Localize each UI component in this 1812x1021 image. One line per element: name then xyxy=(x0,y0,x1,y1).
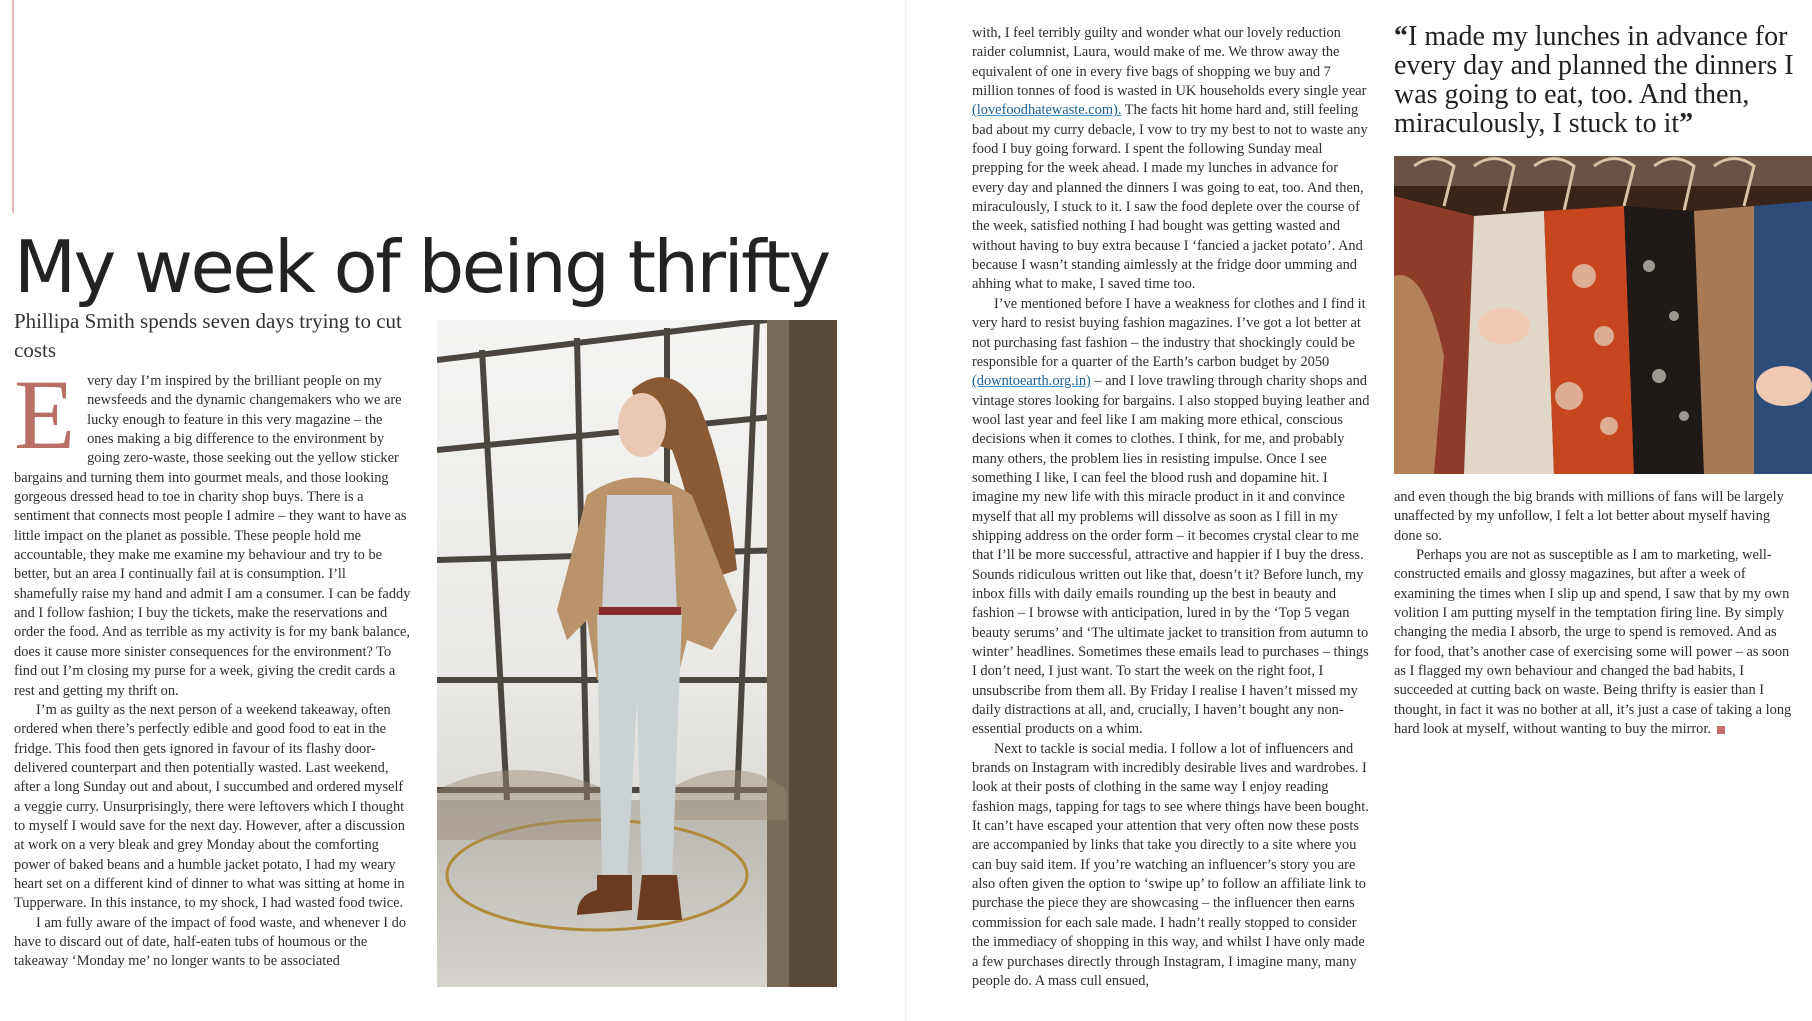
paragraph-text: I’ve mentioned before I have a weakness for clothes and I find it very hard to resist buying fashion magazines. I’ve got a lot better at not purchasing fast fashion – the industry that shockingly could be responsible for a quarter of the Earth’s carbon budget by 2050 xyxy=(972,295,1366,370)
paragraph: Next to tackle is social media. I follow a lot of influencers and brands on Instagram with incredibly desirable lives and wardrobes. I look at their posts of clothing in the same way I enjoy reading fashion mags, tapping for tags to see where things have been bought. It can’t have escaped your attention that very often now these posts are accompanied by links that take you directly to a site where you can buy said item. If you’re watching an influencer’s story you are also often given the option to ‘swipe up’ to follow an affiliate link to purchase the piece they are showcasing – the influencer then earns commission for each sale made. I hadn’t really stopped to consider the immediacy of shopping in this way, and whilst I have only made a few purchases directly through Instagram, I imagine many, many people do. A mass cull ensued, xyxy=(972,740,1369,989)
accent-rule xyxy=(12,0,14,213)
paragraph-text: – and I love trawling through charity shops and vintage stores looking for bargains. I also stopped buying leather and wool last year and feel like I am making more ethical, conscious decisions when it comes to clothes. I think, for me, and probably many others, the problem lies in resisting impulse. Once I see something I like, I can feel the blood rush and dopamine hit. I imagine my new life with this miracle product in it and convince myself that all my problems will dissolve as soon as I fill in my shipping address on the order form – it becomes crystal clear to me that I’ll be more successful, attractive and happier if I buy the dress. Sounds ridiculous written out like that, doesn’t it? Before lunch, my inbox fills with daily emails rounding up the best in beauty and fashion – I browse with anticipation, lured in by the ‘Top 5 vegan beauty serums’ and ‘The ultimate jacket to transition from autumn to winter’ headlines. Sometimes these emails lead to purchases – things I don’t need, I just want. To start the week on the right foot, I unsubscribe from them all. By Friday I realise I haven’t missed my daily distractions at all, and, crucially, I haven’t bought any non-essential products on a whim. xyxy=(972,373,1370,738)
open-quote-mark: “ xyxy=(1394,21,1408,52)
pull-quote-text: I made my lunches in advance for every day and planned the dinners I was going to eat, too. And then, miraculously, I stuck to it xyxy=(1394,21,1794,139)
page-gutter xyxy=(905,0,906,1021)
paragraph-text: The facts hit home hard and, still feeling bad about my curry debacle, I vow to try my best to not to waste any food I buy going forward. I spent the following Sunday meal prepping for the week ahead. I made my lunches in advance for every day and planned the dinners I was going to eat, too. And then, miraculously, I stuck to it. I saw the food deplete over the course of the week, satisfied nothing I had bought was getting wasted and without having to buy extra because I ‘fancied a jacket potato’. And because I wasn’t standing aimlessly at the fridge door umming and ahhing what to make, I saved time too. xyxy=(972,102,1368,293)
paragraph-text: very day I’m inspired by the brilliant people on my newsfeeds and the dynamic changemakers who we are lucky enough to feature in this very magazine – the ones making a big difference to the environment by going zero-waste, those seeking out the yellow sticker bargains and turning them into gourmet meals, and those looking gorgeous dressed head to toe in charity shop buys. There is a sentiment that connects most people I admire – they want to have as little impact on the planet as possible. These people hold me accountable, they make me examine my behaviour and try to be better, but an area I continually fail at is consumption. I’ll shamefully raise my hand and admit I am a consumer. I can be faddy and I follow fashion; I buy the tickets, make the reservations and order the food. And as terrible as my activity is for my bank balance, does it cause more sinister consequences for the environment? To find out I’m closing my purse for a week, giving the credit cards a rest and getting my thrift on. xyxy=(14,373,411,699)
clothes-rack-photo xyxy=(1394,156,1812,474)
paragraph: and even though the big brands with millions of fans will be largely unaffected by my unfollow, I felt a lot better about myself having done so. xyxy=(1394,489,1784,544)
woman-photo xyxy=(437,320,837,987)
body-column-3 xyxy=(1394,488,1794,739)
downtoearth-link[interactable]: (downtoearth.org.in) xyxy=(972,373,1091,390)
paragraph xyxy=(972,295,1372,740)
paragraph xyxy=(972,24,1372,295)
woman-photo-graphic xyxy=(437,320,837,987)
paragraph-text: with, I feel terribly guilty and wonder what our lovely reduction raider columnist, Laura, would make of me. We throw away the equivalent of one in every five bags of shopping we buy and 7 million tonnes of food is wasted in UK households every single year xyxy=(972,25,1367,100)
paragraph xyxy=(14,359,412,701)
drop-cap: E xyxy=(14,359,76,470)
body-column-2 xyxy=(972,24,1372,991)
paragraph-text: Perhaps you are not as susceptible as I am to marketing, well-constructed emails and glossy magazines, but after a week of examining the times when I slip up and spend, I saw that by my own volition I am putting myself in the temptation firing line. By simply changing the media I absorb, the urge to spend is removed. And as for food, that’s another case of exercising some will power – as soon as I flagged my own behaviour and changed the bad habits, I succeeded at cutting back on waste. Being thrifty is easier than I thought, in fact it was no bother at all, it’s just a case of taking a long hard look at myself, without wanting to buy the mirror. xyxy=(1394,547,1792,738)
end-mark-icon xyxy=(1717,726,1725,734)
paragraph xyxy=(1394,546,1794,739)
paragraph: I’m as guilty as the next person of a weekend takeaway, often ordered when there’s perfectly edible and good food to eat in the fridge. This food then gets ignored in favour of its flashy door-delivered counterpart and then potentially wasted. Last weekend, after a long Sunday out and about, I succumbed and ordered myself a veggie curry. Unsurprisingly, there were leftovers which I thought to myself I would save for the next day. However, after a discussion at work on a very bleak and grey Monday about the comforting power of baked beans and a humble jacket potato, I had my weary heart set on a different kind of dinner to what was sitting at home in Tupperware. In this instance, to my shock, I had wasted food twice. xyxy=(14,701,405,912)
pull-quote xyxy=(1394,22,1804,138)
close-quote-mark: ” xyxy=(1679,108,1694,139)
clothes-rack-graphic xyxy=(1394,156,1812,474)
standfirst: Phillipa Smith spends seven days trying to cut costs xyxy=(14,309,402,362)
headline: My week of being thrifty xyxy=(14,225,829,309)
paragraph: I am fully aware of the impact of food waste, and whenever I do have to discard out of date, half-eaten tubs of houmous or the takeaway ‘Monday me’ no longer wants to be associated xyxy=(14,914,407,970)
body-column-1 xyxy=(14,359,412,972)
lovefoodhatewaste-link[interactable]: (lovefoodhatewaste.com). xyxy=(972,102,1122,119)
